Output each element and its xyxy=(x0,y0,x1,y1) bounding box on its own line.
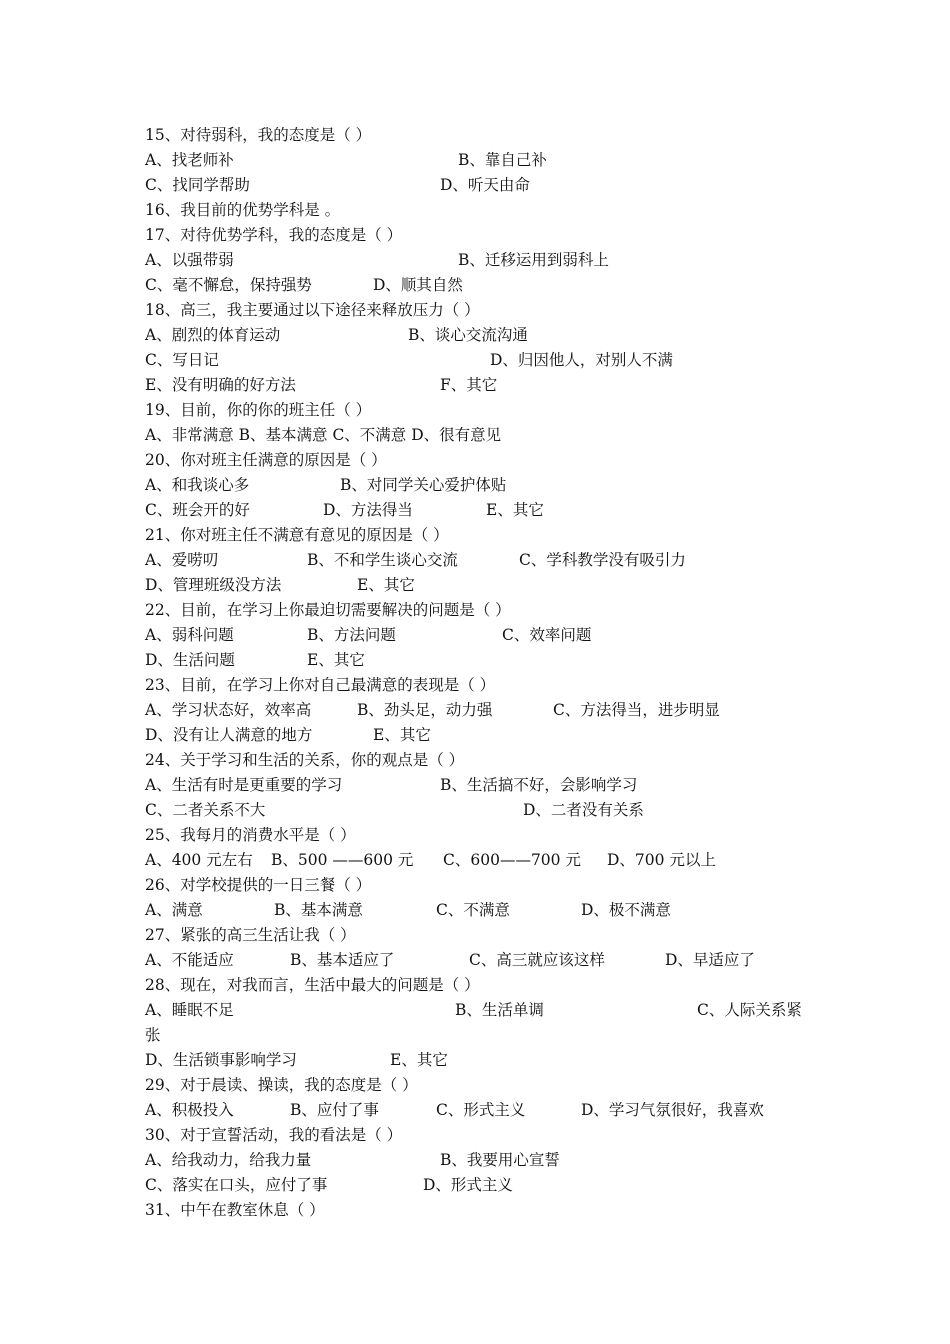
line-text: 18、高三，我主要通过以下途径来释放压力（ ） xyxy=(145,300,480,319)
line-text: A、和我谈心多 xyxy=(145,475,250,494)
option-text: D、二者没有关系 xyxy=(523,800,644,819)
text-line xyxy=(0,823,950,848)
line-text: 23、目前，在学习上你对自己最满意的表现是（ ） xyxy=(145,675,496,694)
text-line xyxy=(0,923,950,948)
option-text: E、其它 xyxy=(307,650,365,669)
line-text: C、写日记 xyxy=(145,350,219,369)
line-text: A、以强带弱 xyxy=(145,250,234,269)
text-line xyxy=(0,423,950,448)
option-text: B、靠自己补 xyxy=(458,150,547,169)
option-text: C、效率问题 xyxy=(502,625,592,644)
text-line xyxy=(0,773,950,798)
line-text: 30、对于宣誓活动，我的看法是（ ） xyxy=(145,1125,403,1144)
text-line xyxy=(0,1023,950,1048)
line-text: 17、对待优势学科，我的态度是（ ） xyxy=(145,225,403,244)
option-text: D、方法得当 xyxy=(323,500,413,519)
option-text: D、早适应了 xyxy=(665,950,755,969)
text-line xyxy=(0,273,950,298)
text-line xyxy=(0,748,950,773)
option-text: F、其它 xyxy=(440,375,498,394)
text-line xyxy=(0,1123,950,1148)
text-line xyxy=(0,698,950,723)
option-text: B、劲头足，动力强 xyxy=(357,700,493,719)
text-line xyxy=(0,723,950,748)
text-line xyxy=(0,1073,950,1098)
line-text: 26、对学校提供的一日三餐（ ） xyxy=(145,875,372,894)
line-text: A、非常满意 B、基本满意 C、不满意 D、很有意见 xyxy=(145,425,502,444)
text-line xyxy=(0,1098,950,1123)
line-text: D、生活锁事影响学习 xyxy=(145,1050,297,1069)
line-text: A、学习状态好，效率高 xyxy=(145,700,312,719)
line-text: A、满意 xyxy=(145,900,203,919)
option-text: C、人际关系紧 xyxy=(697,1000,802,1019)
text-line xyxy=(0,1173,950,1198)
option-text: B、对同学关心爱护体贴 xyxy=(340,475,507,494)
text-line xyxy=(0,223,950,248)
option-text: E、其它 xyxy=(357,575,415,594)
option-text: D、形式主义 xyxy=(423,1175,513,1194)
text-line xyxy=(0,948,950,973)
option-text: C、不满意 xyxy=(436,900,510,919)
line-text: 24、关于学习和生活的关系，你的观点是（ ） xyxy=(145,750,465,769)
option-text: D、学习气氛很好，我喜欢 xyxy=(581,1100,764,1119)
line-text: C、班会开的好 xyxy=(145,500,250,519)
option-text: B、基本满意 xyxy=(274,900,363,919)
text-line xyxy=(0,898,950,923)
text-line xyxy=(0,673,950,698)
option-text: D、极不满意 xyxy=(581,900,671,919)
line-text: 28、现在，对我而言，生活中最大的问题是（ ） xyxy=(145,975,480,994)
text-line xyxy=(0,123,950,148)
text-line xyxy=(0,448,950,473)
text-line xyxy=(0,298,950,323)
line-text: A、睡眠不足 xyxy=(145,1000,234,1019)
line-text: C、找同学帮助 xyxy=(145,175,250,194)
line-text: 21、你对班主任不满意有意见的原因是（ ） xyxy=(145,525,449,544)
text-line xyxy=(0,1148,950,1173)
line-text: 29、对于晨读、操读，我的态度是（ ） xyxy=(145,1075,418,1094)
line-text: 25、我每月的消费水平是（ ） xyxy=(145,825,356,844)
option-text: D、顺其自然 xyxy=(373,275,463,294)
text-line xyxy=(0,398,950,423)
text-line xyxy=(0,1048,950,1073)
option-text: D、700 元以上 xyxy=(607,850,716,869)
option-text: C、学科教学没有吸引力 xyxy=(519,550,686,569)
line-text: A、剧烈的体育运动 xyxy=(145,325,281,344)
text-line xyxy=(0,348,950,373)
text-line xyxy=(0,498,950,523)
option-text: C、方法得当，进步明显 xyxy=(553,700,720,719)
option-text: B、谈心交流沟通 xyxy=(408,325,528,344)
text-line xyxy=(0,998,950,1023)
text-line xyxy=(0,798,950,823)
line-text: C、落实在口头，应付了事 xyxy=(145,1175,328,1194)
option-text: E、其它 xyxy=(486,500,544,519)
option-text: E、其它 xyxy=(373,725,431,744)
option-text: C、形式主义 xyxy=(436,1100,526,1119)
text-line xyxy=(0,198,950,223)
option-text: C、高三就应该这样 xyxy=(469,950,605,969)
option-text: B、我要用心宣誓 xyxy=(440,1150,560,1169)
line-text: E、没有明确的好方法 xyxy=(145,375,296,394)
text-line xyxy=(0,973,950,998)
text-line xyxy=(0,323,950,348)
option-text: C、600——700 元 xyxy=(443,850,581,869)
line-text: A、不能适应 xyxy=(145,950,234,969)
option-text: D、听天由命 xyxy=(440,175,530,194)
option-text: D、归因他人，对别人不满 xyxy=(490,350,673,369)
option-text: B、500 ——600 元 xyxy=(271,850,414,869)
line-text: C、毫不懈怠，保持强势 xyxy=(145,275,312,294)
line-text: A、找老师补 xyxy=(145,150,234,169)
option-text: B、应付了事 xyxy=(290,1100,379,1119)
line-text: 张 xyxy=(145,1025,161,1044)
line-text: D、生活问题 xyxy=(145,650,235,669)
line-text: A、积极投入 xyxy=(145,1100,234,1119)
option-text: B、生活单调 xyxy=(455,1000,544,1019)
option-text: B、迁移运用到弱科上 xyxy=(458,250,609,269)
text-line xyxy=(0,848,950,873)
text-line xyxy=(0,523,950,548)
line-text: D、没有让人满意的地方 xyxy=(145,725,313,744)
line-text: 19、目前，你的你的班主任（ ） xyxy=(145,400,372,419)
text-line xyxy=(0,1198,950,1223)
line-text: 31、中午在教室休息（ ） xyxy=(145,1200,325,1219)
text-line xyxy=(0,373,950,398)
text-line xyxy=(0,173,950,198)
line-text: 16、我目前的优势学科是 。 xyxy=(145,200,341,219)
line-text: A、弱科问题 xyxy=(145,625,234,644)
line-text: A、爱唠叨 xyxy=(145,550,219,569)
line-text: A、400 元左右 xyxy=(145,850,253,869)
option-text: E、其它 xyxy=(390,1050,448,1069)
text-line xyxy=(0,248,950,273)
text-line xyxy=(0,598,950,623)
line-text: C、二者关系不大 xyxy=(145,800,266,819)
line-text: 27、紧张的高三生活让我（ ） xyxy=(145,925,356,944)
line-text: A、生活有时是更重要的学习 xyxy=(145,775,343,794)
line-text: 15、对待弱科，我的态度是（ ） xyxy=(145,125,372,144)
option-text: B、不和学生谈心交流 xyxy=(307,550,458,569)
text-line xyxy=(0,648,950,673)
line-text: D、管理班级没方法 xyxy=(145,575,282,594)
line-text: A、给我动力，给我力量 xyxy=(145,1150,312,1169)
text-line xyxy=(0,473,950,498)
option-text: B、方法问题 xyxy=(307,625,396,644)
line-text: 20、你对班主任满意的原因是（ ） xyxy=(145,450,387,469)
line-text: 22、目前，在学习上你最迫切需要解决的问题是（ ） xyxy=(145,600,511,619)
text-line xyxy=(0,148,950,173)
text-line xyxy=(0,573,950,598)
text-line xyxy=(0,873,950,898)
option-text: B、生活搞不好，会影响学习 xyxy=(440,775,638,794)
option-text: B、基本适应了 xyxy=(290,950,395,969)
text-line xyxy=(0,623,950,648)
text-line xyxy=(0,548,950,573)
